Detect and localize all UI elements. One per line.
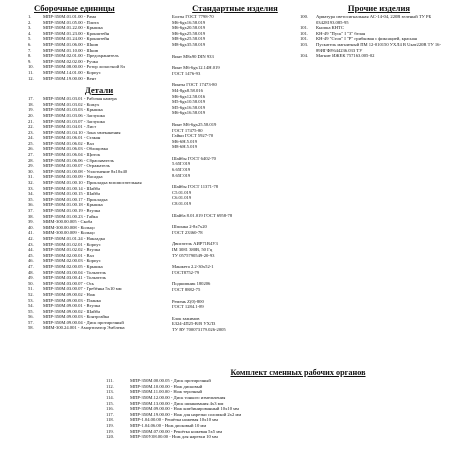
item-text: МПР-350М.09.00.00 - Нож комбинированный 10х10 мм xyxy=(130,406,239,412)
other-parts-heading: Прочие изделия xyxy=(347,3,411,13)
item-text: МПР-350М.07.00.00 - Решётка ножевая 5х5 мм xyxy=(130,428,223,434)
item-text: МПР-350М.01.01.00 - Рама xyxy=(43,14,97,19)
item-number: 114. xyxy=(106,394,114,400)
item-text: МПР-350М.01.10.00 - Шкив xyxy=(43,47,99,53)
item-text: МПР-350М.03.00.41 - Толкатель xyxy=(43,275,107,281)
item-number: 119. xyxy=(106,422,114,428)
item-text: МПР-350М.01.02.01 - Корпус xyxy=(43,241,101,247)
details-heading: Детали xyxy=(84,85,114,96)
standard-part-line: M6-6gx20.58.019 xyxy=(172,25,206,31)
item-text: МИМ-300.24.001 - Амортизатор Эмблема xyxy=(43,325,125,331)
standard-part-line: M6-6gx12.58.016 xyxy=(172,93,206,99)
item-number: 113. xyxy=(106,389,114,395)
item-text: МПР-350М.01.24.00 - Кронштейн xyxy=(43,36,110,42)
item-text: МПР-350М.01.03.07 - Заглушка xyxy=(43,118,105,124)
list-item xyxy=(28,76,170,82)
standard-part-line: Подшипник 180206 xyxy=(172,281,211,287)
standard-part-line: Шайбы ГОСТ 6402-70 xyxy=(172,155,216,161)
item-number: 20. xyxy=(28,112,34,118)
standard-parts-list xyxy=(170,14,300,333)
item-text: МПР-1.04.00.00 - Решётка ножевая 10х10 мм xyxy=(130,417,218,423)
item-text: Кнопка КНТС xyxy=(316,25,344,31)
standard-part-line: ГОСТ 1284.1-89 xyxy=(172,304,204,310)
item-number: 46. xyxy=(28,258,34,264)
item-text: МПР-350М.01.05.00 - Плита xyxy=(43,19,99,25)
standard-part-line: Шайбы ГОСТ 11371-78 xyxy=(172,184,219,190)
standard-parts-column xyxy=(170,3,300,333)
item-number: 45. xyxy=(28,252,34,258)
item-number: 104. xyxy=(300,53,309,59)
item-text: Арматура светосигнальная АС-14-04, 220В зеленый ТУ РБ 03428193.085-95 xyxy=(316,14,432,25)
item-number: 17. xyxy=(28,96,34,102)
item-text: МПР-350М.03.00.04 - Толкатель xyxy=(43,269,107,275)
item-text: КН-49 "Стоп" I "Р" грибковая с фиксацией, красная xyxy=(316,36,417,42)
item-text: МПР-350М.01.22.00 - Крышка xyxy=(43,25,103,31)
item-number: 50. xyxy=(28,280,34,286)
item-text: МПР-350М.02.00.05 - Крышка xyxy=(43,263,103,269)
item-text: МПР-350М.13.00.00 - Диск шинкования 4х3 мм xyxy=(130,400,224,406)
item-number: 3. xyxy=(28,25,32,31)
assembly-units-column xyxy=(28,3,170,331)
item-number: 31. xyxy=(28,174,34,180)
list-item xyxy=(300,42,458,53)
item-text: МПР-350М.01.00.14 - Шайба xyxy=(43,185,101,191)
item-text: МИМ-300.00.008 - Кольцо xyxy=(43,224,95,230)
list-item xyxy=(300,14,458,25)
item-number: 55. xyxy=(28,308,34,314)
item-number: 18. xyxy=(28,101,34,107)
item-number: 8. xyxy=(28,53,32,59)
item-text: МПР-350М.01.04.10 - Зона зачеканения xyxy=(43,129,121,135)
item-number: 48. xyxy=(28,269,34,275)
item-number: 41. xyxy=(28,230,34,236)
standard-part-line: M6-6gx16.58.019 xyxy=(172,19,206,25)
item-number: 51. xyxy=(28,286,34,292)
standard-part-line: M6-6gx16.58.019 xyxy=(172,110,206,116)
item-number: 25. xyxy=(28,140,34,146)
item-text: МПР-350М.01.03.02 - Кожух xyxy=(43,101,100,107)
item-text: МПР-350М.01.02.02 - Втулка xyxy=(43,247,101,253)
item-number: 120. xyxy=(106,434,115,440)
item-number: 49. xyxy=(28,275,34,281)
item-text: МПР-350М.03.00.07 - Гребёнка 5х10 мм xyxy=(43,286,122,292)
item-text: МПР-350М.01.00.08 - Уплотнение 8х10х40 xyxy=(43,168,128,174)
item-text: МПР-350М.02.02.00 - Ручка xyxy=(43,58,98,64)
standard-part-line: Винт М6-6gx25.58.019 xyxy=(172,121,217,127)
item-number: 101. xyxy=(300,25,309,31)
spares-section xyxy=(28,368,448,440)
standard-part-line: M5-6gx10.58.019 xyxy=(172,99,206,105)
standard-part-line: Гайки ГОСТ 5927-70 xyxy=(172,133,214,139)
item-text: МПР-350М.01.06.06 - Сбрасыватель xyxy=(43,157,114,163)
item-text: МПР-350М.01.03.06 - Заглушка xyxy=(43,112,105,118)
item-number: 39. xyxy=(28,219,34,225)
item-text: МПР-350М.02.01.00 - Предохранитель xyxy=(43,53,119,59)
item-number: 54. xyxy=(28,303,34,309)
standard-part-line: M8-6H.5.019 xyxy=(172,144,198,150)
item-text: МПР-350М.01.03.03 - Крышка xyxy=(43,107,103,113)
item-number: 112. xyxy=(106,383,114,389)
standard-part-line: ТУ 0575790549-20-93 xyxy=(172,252,215,258)
standard-part-line: ГОСТ 17475-80 xyxy=(172,127,203,133)
standard-part-line: C8.01.019 xyxy=(172,201,192,207)
item-text: МПР-350М.09.00.03 - Контргайка xyxy=(43,314,110,320)
item-text: МПР-350М.09.00.02 - Шайба xyxy=(43,308,101,314)
item-text: КН-49 "Пуск" I "3" белая xyxy=(316,30,366,36)
item-number: 1. xyxy=(28,14,32,19)
item-text: МПР-350М.02.00.01 - Вал xyxy=(43,252,94,258)
standard-part-line: Шпонка 2-8х7х20 xyxy=(172,224,207,230)
standard-part-line: Блок зажимов xyxy=(172,315,200,321)
standard-part-line: 5.65Г.019 xyxy=(172,161,191,167)
item-text: МПР-350М.19.00.00 - Вент xyxy=(43,75,97,81)
item-text: МПР-350М.01.03.01 - Рабочая камера xyxy=(43,96,117,102)
item-text: МПР-350М.01.00.17 - Прокладка xyxy=(43,196,108,202)
spares-list xyxy=(28,378,448,440)
item-text: МПР-350М.01.06.03 - Облицовка xyxy=(43,146,108,152)
item-number: 118. xyxy=(106,417,114,423)
item-number: 7. xyxy=(28,47,32,53)
item-number: 2. xyxy=(28,19,32,25)
item-text: МПР-350М.01.04.01 - Лист xyxy=(43,124,97,130)
item-number: 33. xyxy=(28,185,34,191)
standard-part-line: Винты ГОСТ 17473-80 xyxy=(172,82,217,88)
standard-part-line: M5-6gx16.58.019 xyxy=(172,104,206,110)
list-item xyxy=(300,53,458,59)
standard-part-line: ТУ ВУ 700073179.026-2005 xyxy=(172,326,226,332)
spares-heading: Комплект сменных рабочих органов xyxy=(230,368,366,377)
standard-part-line: C6.01.019 xyxy=(172,195,192,201)
standard-part-line: ГОСТ 8882-75 xyxy=(172,286,201,292)
item-number: 56. xyxy=(28,314,34,320)
item-text: МПР-350М.09.00.04 - Диск протирочный xyxy=(43,319,124,325)
assembly-units-heading: Сборочные единицы xyxy=(34,3,115,13)
standard-part-line: Двигатель АИР71В4У3 xyxy=(172,241,218,247)
standard-part-line: 8.65Г.019 xyxy=(172,172,191,178)
item-number: 9. xyxy=(28,58,32,64)
standard-part-line: ГОСТ 1476-93 xyxy=(172,70,201,76)
item-number: 36. xyxy=(28,202,34,208)
item-number: 115. xyxy=(106,400,114,406)
item-number: 117. xyxy=(106,411,114,417)
item-text: МПР-350М.09.00.01 - Втулка xyxy=(43,303,101,309)
list-item xyxy=(28,434,448,440)
item-number: 12. xyxy=(28,75,34,81)
item-number: 27. xyxy=(28,152,34,158)
details-list xyxy=(28,96,170,331)
item-number: 42. xyxy=(28,235,34,241)
item-text: МПР-350М.01.06.04 - Щиток xyxy=(43,152,101,158)
item-number: 32. xyxy=(28,180,34,186)
item-text: Пускатель магнитный ПМ 12-010150 УХЛ4 В Uкат220В ТУ 16-89ИГФР.644236.033 ТУ xyxy=(316,41,441,53)
standard-part-line: Винт М8х90 DIN 933 xyxy=(172,53,214,59)
item-number: 37. xyxy=(28,208,34,213)
item-number: 40. xyxy=(28,224,34,230)
standard-part-line: M4-8gx8.58.016 xyxy=(172,87,203,93)
item-text: МПР-350М.00.00.05 - Диск протирочный xyxy=(130,378,211,384)
standard-part-line: C5.01.019 xyxy=(172,189,192,195)
item-text: МПР-350М.10.00.00 - Нож дисковый xyxy=(130,383,203,389)
item-text: МПР-350М.11.00.00 - Нож терочный xyxy=(130,389,203,395)
item-number: 111. xyxy=(106,378,114,384)
standard-parts-heading: Стандартные изделия xyxy=(192,3,278,13)
item-text: МИМ-300.00.005 - Скоба xyxy=(43,219,93,225)
standard-part-line: M6-6gx25.58.019 xyxy=(172,30,206,36)
standard-part-line: M6-6H.5.019 xyxy=(172,138,198,144)
assembly-units-list xyxy=(28,14,170,81)
standard-part-line: Ремень Z(0)-800 xyxy=(172,298,204,304)
item-text: МПР-350М.01.06.01 - Стакан xyxy=(43,135,101,141)
other-parts-list xyxy=(300,14,458,59)
standard-part-line: Болты ГОСТ 7798-70 xyxy=(172,14,214,19)
item-number: 38. xyxy=(28,213,34,219)
item-text: МПР-350М.09.00.03 - Планка xyxy=(43,297,101,303)
item-number: 23. xyxy=(28,129,34,135)
standard-part-line: Шайба 8.01.019 ГОСТ 6958-78 xyxy=(172,212,233,218)
item-text: МПР-350М.14.01.00 - Корпус xyxy=(43,69,101,75)
standard-part-line: IM 3081 380В, 50 Гц xyxy=(172,247,213,252)
item-text: МПР-350М.01.06.02 - Вал xyxy=(43,140,94,146)
item-text: МПР-350М.01.23.00 - Кронштейн xyxy=(43,30,110,36)
item-text: МПР-350М.01.06.00 - Шкив xyxy=(43,41,99,47)
item-number: 29. xyxy=(28,163,34,169)
item-number: 101. xyxy=(300,36,309,42)
item-text: МПР-350М.12.00.00 - Диск тонкого измельчения xyxy=(130,394,226,400)
item-number: 52. xyxy=(28,291,34,297)
item-number: 21. xyxy=(28,118,34,124)
item-number: 22. xyxy=(28,124,34,130)
standard-part-line: БЗ24-4П25-В/В УХЛ3 xyxy=(172,321,216,327)
item-number: 101. xyxy=(300,30,309,36)
standard-part-line: Манжета 2.2-30х52-1 xyxy=(172,264,214,270)
item-text: МПР-350М.01.00.10 - Прокладка вспомогательная xyxy=(43,180,142,186)
item-number: 43. xyxy=(28,241,34,247)
item-number: 34. xyxy=(28,191,34,197)
standard-part-line: ГОСТ 23360-78 xyxy=(172,229,203,235)
item-text: МПР-350М.01.00.07 - Отражатель xyxy=(43,163,110,169)
item-number: 26. xyxy=(28,146,34,152)
item-text: МПР-350М.01.00.19 - Втулка xyxy=(43,208,101,213)
item-text: МПР-350М.09.00.02 - Нож xyxy=(43,291,96,297)
item-number: 58. xyxy=(28,325,34,331)
item-text: МПР-350М.01.01.24 - Накладка xyxy=(43,235,105,241)
item-number: 53. xyxy=(28,297,34,303)
item-number: 6. xyxy=(28,41,32,47)
item-text: МПР-350М.01.00.09 - Насадка xyxy=(43,174,103,180)
standard-part-line: Винт М6-6gx12.14H.019 xyxy=(172,65,220,71)
item-text: МИМ-300.00.009 - Кольцо xyxy=(43,230,95,236)
standard-part-line: 6.65Г.019 xyxy=(172,167,191,173)
list-item xyxy=(28,325,170,331)
item-number: 47. xyxy=(28,263,34,269)
item-text: МПР-1.04.06.00 - Нож дисковый 10 мм xyxy=(130,422,207,428)
item-number: 103. xyxy=(300,41,309,47)
item-text: МПР-350М.03.00.07 - Ось xyxy=(43,280,94,286)
item-number: 100. xyxy=(300,14,309,19)
item-number: 116. xyxy=(106,406,114,412)
standard-part-line: M8-6gx35.58.019 xyxy=(172,41,206,47)
item-text: МПР-350М.01.00.18 - Крышка xyxy=(43,202,103,208)
item-number: 44. xyxy=(28,247,34,253)
item-text: МПР-350М.08.00.00 - Ротор лопастной 8л xyxy=(43,64,125,70)
item-number: 11. xyxy=(28,69,34,75)
item-text: МПР-350У.08.00.00 - Нож для нарезки 10 мм xyxy=(130,434,218,440)
item-text: МПР-350М.02.00.03 - Корпус xyxy=(43,258,101,264)
item-text: МПР-350М.19.00.00 - Нож для нарезки соломкой 2х2 мм xyxy=(130,411,242,417)
item-text: МПР-350М.01.00.23 - Гайка xyxy=(43,213,98,219)
item-text: Магнит ИЖЕК 757163.005-02 xyxy=(316,53,375,59)
other-parts-column xyxy=(300,3,458,59)
item-number: 19. xyxy=(28,107,34,113)
item-number: 24. xyxy=(28,135,34,141)
item-number: 57. xyxy=(28,319,34,325)
item-number: 35. xyxy=(28,196,34,202)
item-number: 5. xyxy=(28,36,32,42)
item-text: МПР-350М.01.00.15 - Шайба xyxy=(43,191,101,197)
item-number: 30. xyxy=(28,168,34,174)
item-number: 4. xyxy=(28,30,32,36)
standard-part-line: ГОСТ8752-79 xyxy=(172,269,200,275)
item-number: 119. xyxy=(106,428,114,434)
item-number: 10. xyxy=(28,64,34,70)
item-number: 28. xyxy=(28,157,34,163)
standard-part-line: M8-6gx25.58.019 xyxy=(172,36,206,42)
